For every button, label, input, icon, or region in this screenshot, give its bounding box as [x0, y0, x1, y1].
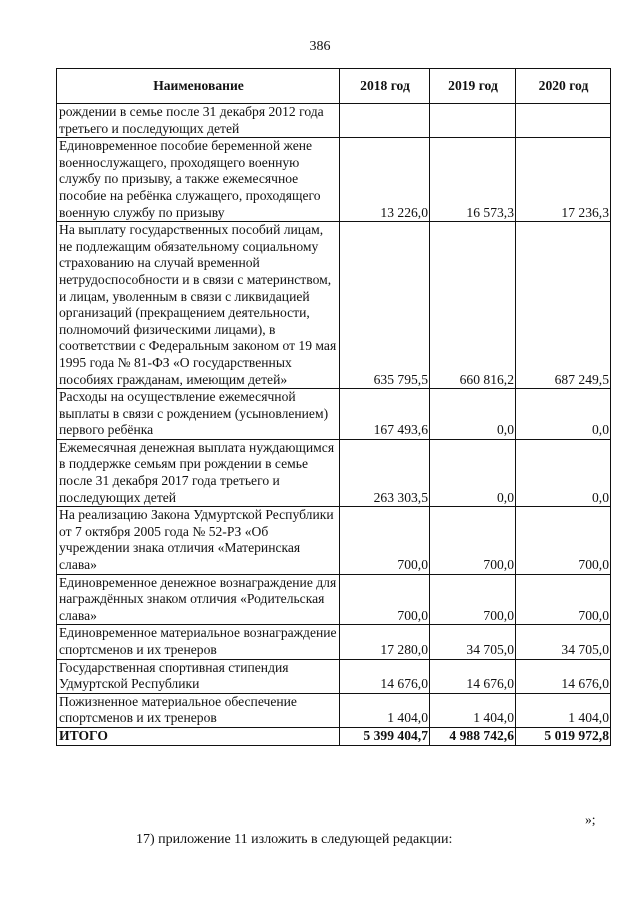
page-number: 386 — [309, 39, 331, 54]
total-row — [57, 727, 611, 745]
row-2020: 34 705,0 — [516, 625, 611, 659]
row-2019: 0,0 — [430, 439, 516, 506]
row-2020: 700,0 — [516, 507, 611, 574]
table-row — [57, 625, 611, 659]
row-2020: 14 676,0 — [516, 659, 611, 693]
row-name: Единовременное денежное вознаграждение для награждённых знаком отличия «Родительская слава» — [57, 574, 340, 625]
row-name: Ежемесячная денежная выплата нуждающимся в поддержке семьям при рождении в семье после 31 декабря 2017 года третьего и последующих детей — [57, 439, 340, 506]
row-2019 — [430, 104, 516, 138]
header-2018: 2018 год — [340, 69, 430, 104]
next-paragraph: 17) приложение 11 изложить в следующей редакции: — [136, 832, 453, 847]
row-name: На выплату государственных пособий лицам, не подлежащим обязательному социальному страхованию на случай временной нетрудоспособности и в связи с материнством, и лицам, уволенным в связи с ликвидацией организаций (прекращением деятельности, полномочий физическими лицами), в соответствии с Федеральным законом от 19 мая 1995 года № 81-ФЗ «О государственных пособиях гражданам, имеющим детей» — [57, 222, 340, 389]
total-2020: 5 019 972,8 — [516, 727, 611, 745]
row-name: рождении в семье после 31 декабря 2012 года третьего и последующих детей — [57, 104, 340, 138]
table-header-row — [57, 69, 611, 104]
row-2020: 0,0 — [516, 439, 611, 506]
total-2019: 4 988 742,6 — [430, 727, 516, 745]
row-2019: 16 573,3 — [430, 138, 516, 222]
row-2019: 14 676,0 — [430, 659, 516, 693]
row-2018: 263 303,5 — [340, 439, 430, 506]
row-name: Расходы на осуществление ежемесячной выплаты в связи с рождением (усыновлением) первого ребёнка — [57, 389, 340, 440]
row-2020 — [516, 104, 611, 138]
row-2018 — [340, 104, 430, 138]
row-name: На реализацию Закона Удмуртской Республики от 7 октября 2005 года № 52-РЗ «Об учреждении знака отличия «Материнская слава» — [57, 507, 340, 574]
table-row — [57, 439, 611, 506]
row-2019: 700,0 — [430, 574, 516, 625]
row-2018: 13 226,0 — [340, 138, 430, 222]
row-2020: 700,0 — [516, 574, 611, 625]
total-2018: 5 399 404,7 — [340, 727, 430, 745]
table-row — [57, 389, 611, 440]
table-row — [57, 693, 611, 727]
table-row — [57, 574, 611, 625]
row-name: Единовременное пособие беременной жене военнослужащего, проходящего военную службу по призыву, а также ежемесячное пособие на ребёнка служащего, проходящего военную службу по призыву — [57, 138, 340, 222]
row-2020: 1 404,0 — [516, 693, 611, 727]
row-2018: 635 795,5 — [340, 222, 430, 389]
row-2019: 1 404,0 — [430, 693, 516, 727]
total-label: ИТОГО — [57, 727, 340, 745]
row-2018: 700,0 — [340, 507, 430, 574]
row-name: Единовременное материальное вознаграждение спортсменов и их тренеров — [57, 625, 340, 659]
row-2020: 17 236,3 — [516, 138, 611, 222]
row-2018: 17 280,0 — [340, 625, 430, 659]
row-2018: 167 493,6 — [340, 389, 430, 440]
row-2020: 0,0 — [516, 389, 611, 440]
table-row — [57, 507, 611, 574]
row-2019: 700,0 — [430, 507, 516, 574]
closing-quote: »; — [585, 812, 596, 827]
budget-table — [56, 68, 611, 746]
header-name: Наименование — [57, 69, 340, 104]
row-2019: 0,0 — [430, 389, 516, 440]
table-row — [57, 138, 611, 222]
row-2020: 687 249,5 — [516, 222, 611, 389]
table-row — [57, 659, 611, 693]
row-name: Пожизненное материальное обеспечение спортсменов и их тренеров — [57, 693, 340, 727]
row-name: Государственная спортивная стипендия Удмуртской Республики — [57, 659, 340, 693]
row-2018: 700,0 — [340, 574, 430, 625]
table-row — [57, 104, 611, 138]
row-2018: 1 404,0 — [340, 693, 430, 727]
table-row — [57, 222, 611, 389]
row-2019: 34 705,0 — [430, 625, 516, 659]
header-2019: 2019 год — [430, 69, 516, 104]
header-2020: 2020 год — [516, 69, 611, 104]
row-2019: 660 816,2 — [430, 222, 516, 389]
row-2018: 14 676,0 — [340, 659, 430, 693]
